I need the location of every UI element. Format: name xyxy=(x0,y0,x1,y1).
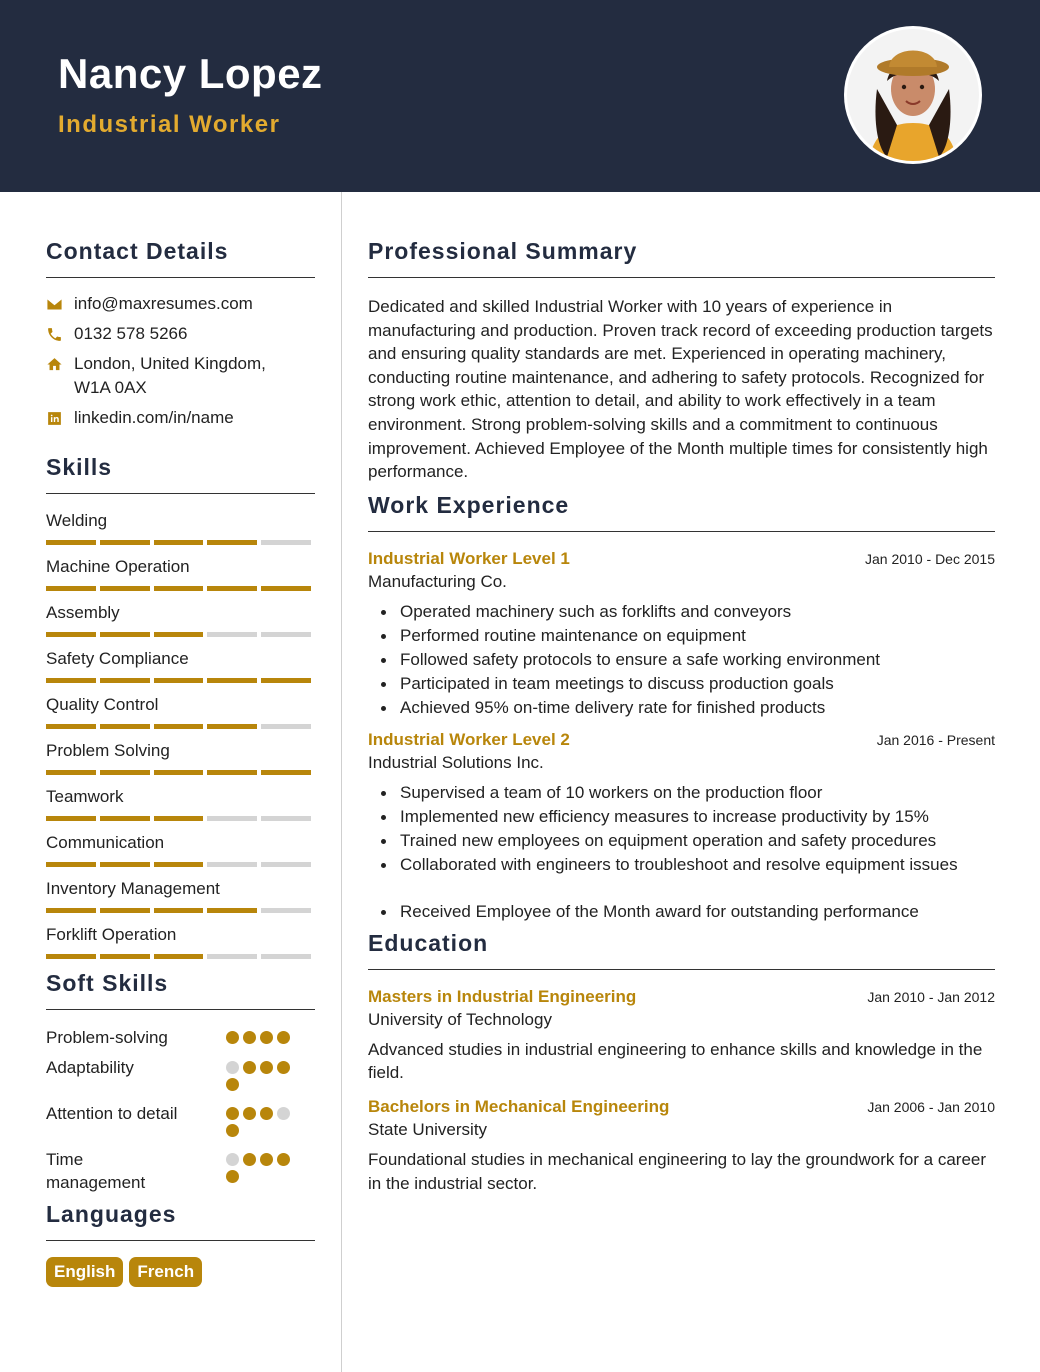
soft-skill-name: Attention to detail xyxy=(46,1104,178,1123)
education-list xyxy=(368,987,995,1195)
soft-skills-list xyxy=(46,1026,315,1194)
right-column xyxy=(368,192,995,1195)
rating-dot xyxy=(243,1107,256,1120)
skill-level-segment xyxy=(207,678,257,683)
job-header xyxy=(368,730,995,750)
skill-level-segment xyxy=(261,862,311,867)
education-header xyxy=(368,987,995,1007)
job-bullet: Trained new employees on equipment operation and safety procedures xyxy=(368,829,995,853)
skill-level-segment xyxy=(207,908,257,913)
skill-level-segment xyxy=(154,632,204,637)
job-bullet: Followed safety protocols to ensure a safe working environment xyxy=(368,648,995,672)
skill-level-segment xyxy=(100,540,150,545)
contact-title: Contact Details xyxy=(46,238,229,264)
skill-item xyxy=(46,510,315,545)
skill-level-bar xyxy=(46,816,315,821)
skill-level-segment xyxy=(261,586,311,591)
rating-dot xyxy=(260,1031,273,1044)
skill-name: Forklift Operation xyxy=(46,925,177,944)
skill-level-bar xyxy=(46,862,315,867)
contact-text[interactable]: linkedin.com/in/name xyxy=(74,408,234,427)
languages-section xyxy=(46,1201,315,1287)
contact-text: London, United Kingdom, W1A 0AX xyxy=(74,354,266,397)
skill-level-bar xyxy=(46,908,315,913)
education-degree: Masters in Industrial Engineering xyxy=(368,986,637,1006)
skill-level-segment xyxy=(46,540,96,545)
skill-level-segment xyxy=(207,862,257,867)
skill-level-segment xyxy=(100,770,150,775)
skill-level-bar xyxy=(46,770,315,775)
skill-level-segment xyxy=(46,816,96,821)
skill-level-segment xyxy=(46,678,96,683)
skill-item xyxy=(46,878,315,913)
skills-title: Skills xyxy=(46,454,113,480)
soft-skills-section xyxy=(46,970,315,1194)
skill-level-bar xyxy=(46,632,315,637)
soft-skill-rating xyxy=(226,1107,306,1141)
resume-header xyxy=(0,0,1040,192)
soft-skill-item xyxy=(46,1026,315,1049)
education-dates: Jan 2006 - Jan 2010 xyxy=(867,1098,995,1115)
skill-item xyxy=(46,694,315,729)
profile-photo xyxy=(844,26,982,164)
contact-item xyxy=(46,352,315,400)
job-bullet: Implemented new efficiency measures to increase productivity by 15% xyxy=(368,805,995,829)
experience-section xyxy=(368,492,995,924)
job-bullet: Received Employee of the Month award for outstanding performance xyxy=(368,900,995,924)
soft-skill-name: Problem-solving xyxy=(46,1028,168,1047)
section-rule xyxy=(46,277,315,278)
section-rule xyxy=(368,277,995,278)
rating-dot xyxy=(226,1153,239,1166)
skill-level-segment xyxy=(261,954,311,959)
rating-dot xyxy=(260,1153,273,1166)
skill-name: Assembly xyxy=(46,603,120,622)
skill-level-segment xyxy=(154,724,204,729)
rating-dot xyxy=(243,1153,256,1166)
skill-level-segment xyxy=(261,632,311,637)
jobs-list xyxy=(368,549,995,924)
skill-item xyxy=(46,602,315,637)
skill-level-segment xyxy=(261,908,311,913)
linkedin-icon xyxy=(46,406,74,430)
rating-dot xyxy=(277,1153,290,1166)
contact-item xyxy=(46,292,315,316)
section-rule xyxy=(368,969,995,970)
skill-item xyxy=(46,924,315,959)
education-description: Foundational studies in mechanical engineering to lay the groundwork for a career in the industrial sector. xyxy=(368,1149,987,1193)
skill-name: Machine Operation xyxy=(46,557,190,576)
job-dates: Jan 2010 - Dec 2015 xyxy=(865,550,995,567)
rating-dot xyxy=(226,1078,239,1091)
candidate-title: Industrial Worker xyxy=(58,111,281,138)
skill-level-bar xyxy=(46,954,315,959)
education-description: Advanced studies in industrial engineering to enhance skills and knowledge in the field. xyxy=(368,1039,983,1083)
education-degree: Bachelors in Mechanical Engineering xyxy=(368,1096,670,1116)
summary-text: Dedicated and skilled Industrial Worker with 10 years of experience in manufacturing and production. Proven track record of exceeding production targets and ensuring quality standards are met. Experienced in operating machinery, conducting routine maintenance, and adhering to safety protocols. Recognized for strong work ethic, attention to detail, and ability to work effectively in a team environment. Strong problem-solving skills and a commitment to continuous improvement. Achieved Employee of the Month multiple times for consistently high performance. xyxy=(368,297,993,482)
skill-level-bar xyxy=(46,678,315,683)
soft-skill-rating xyxy=(226,1061,306,1095)
skill-level-segment xyxy=(207,724,257,729)
job-role: Industrial Worker Level 2 xyxy=(368,729,570,749)
skill-level-segment xyxy=(46,632,96,637)
skill-item xyxy=(46,648,315,683)
job-company: Manufacturing Co. xyxy=(368,571,507,591)
education-section xyxy=(368,930,995,1195)
skill-name: Inventory Management xyxy=(46,879,220,898)
skill-name: Problem Solving xyxy=(46,741,170,760)
skill-item xyxy=(46,740,315,775)
skill-level-segment xyxy=(100,632,150,637)
skill-level-segment xyxy=(100,816,150,821)
skill-level-segment xyxy=(207,954,257,959)
skill-level-bar xyxy=(46,724,315,729)
language-badge: French xyxy=(129,1257,202,1287)
skill-level-segment xyxy=(46,862,96,867)
contact-list xyxy=(46,292,315,430)
skill-level-segment xyxy=(207,770,257,775)
education-title: Education xyxy=(368,929,489,956)
skill-level-segment xyxy=(46,724,96,729)
job-bullets xyxy=(368,781,995,924)
skill-level-bar xyxy=(46,540,315,545)
skill-level-segment xyxy=(154,540,204,545)
skill-level-segment xyxy=(100,908,150,913)
skill-level-segment xyxy=(261,816,311,821)
soft-skill-name: Adaptability xyxy=(46,1058,134,1077)
skill-name: Teamwork xyxy=(46,787,124,806)
skill-level-segment xyxy=(154,586,204,591)
skill-level-segment xyxy=(261,724,311,729)
contact-item xyxy=(46,406,315,430)
education-school: State University xyxy=(368,1119,488,1139)
soft-skill-item xyxy=(46,1102,315,1141)
skill-level-segment xyxy=(46,908,96,913)
skill-name: Welding xyxy=(46,511,108,530)
job-bullets xyxy=(368,600,995,720)
rating-dot xyxy=(260,1107,273,1120)
rating-dot xyxy=(226,1061,239,1074)
skill-level-segment xyxy=(46,586,96,591)
job-bullet: Collaborated with engineers to troubleshoot and resolve equipment issues xyxy=(368,853,995,877)
skill-level-bar xyxy=(46,586,315,591)
job-dates: Jan 2016 - Present xyxy=(876,731,995,748)
skill-name: Safety Compliance xyxy=(46,649,189,668)
profile-photo-image xyxy=(847,29,979,161)
skill-level-segment xyxy=(100,954,150,959)
section-rule xyxy=(46,1009,315,1010)
home-icon xyxy=(46,352,74,376)
skill-level-segment xyxy=(100,862,150,867)
skill-item xyxy=(46,556,315,591)
skill-level-segment xyxy=(100,678,150,683)
rating-dot xyxy=(260,1061,273,1074)
skill-item xyxy=(46,832,315,867)
envelope-icon xyxy=(46,292,74,316)
summary-section xyxy=(368,238,995,484)
rating-dot xyxy=(226,1107,239,1120)
job-bullet: Achieved 95% on-time delivery rate for finished products xyxy=(368,696,995,720)
education-header xyxy=(368,1097,995,1117)
job-bullet: Operated machinery such as forklifts and conveyors xyxy=(368,600,995,624)
skills-list xyxy=(46,510,315,959)
skill-level-segment xyxy=(100,586,150,591)
soft-skill-rating xyxy=(226,1153,306,1187)
skill-level-segment xyxy=(154,816,204,821)
section-rule xyxy=(46,493,315,494)
job-bullet: Participated in team meetings to discuss production goals xyxy=(368,672,995,696)
skill-level-segment xyxy=(261,540,311,545)
skills-section xyxy=(46,454,315,959)
soft-skill-item xyxy=(46,1056,315,1095)
job-bullet: Supervised a team of 10 workers on the production floor xyxy=(368,781,995,805)
contact-text[interactable]: info@maxresumes.com xyxy=(74,294,253,313)
skill-level-segment xyxy=(100,724,150,729)
rating-dot xyxy=(226,1031,239,1044)
rating-dot xyxy=(277,1031,290,1044)
job-entry xyxy=(368,730,995,924)
job-header xyxy=(368,549,995,569)
contact-section xyxy=(46,238,315,430)
job-bullet: Performed routine maintenance on equipment xyxy=(368,624,995,648)
soft-skills-title: Soft Skills xyxy=(46,970,169,996)
summary-title: Professional Summary xyxy=(368,238,638,264)
skill-level-segment xyxy=(46,770,96,775)
skill-level-segment xyxy=(154,954,204,959)
skill-level-segment xyxy=(207,540,257,545)
languages-title: Languages xyxy=(46,1201,177,1227)
education-entry xyxy=(368,1097,995,1195)
language-badge: English xyxy=(46,1257,123,1287)
section-rule xyxy=(46,1240,315,1241)
job-role: Industrial Worker Level 1 xyxy=(368,548,570,568)
education-school: University of Technology xyxy=(368,1009,552,1029)
contact-item xyxy=(46,322,315,346)
skill-name: Quality Control xyxy=(46,695,159,714)
soft-skill-name: Time management xyxy=(46,1150,146,1192)
left-column xyxy=(46,192,315,1287)
section-rule xyxy=(368,531,995,532)
experience-title: Work Experience xyxy=(368,491,570,518)
education-dates: Jan 2010 - Jan 2012 xyxy=(867,988,995,1005)
soft-skill-item xyxy=(46,1148,315,1194)
skill-level-segment xyxy=(207,586,257,591)
skill-level-segment xyxy=(46,954,96,959)
skill-level-segment xyxy=(261,770,311,775)
skill-level-segment xyxy=(154,770,204,775)
contact-text[interactable]: 0132 578 5266 xyxy=(74,324,188,343)
candidate-name: Nancy Lopez xyxy=(58,50,323,97)
skill-level-segment xyxy=(207,632,257,637)
skill-level-segment xyxy=(261,678,311,683)
phone-icon xyxy=(46,322,74,346)
rating-dot xyxy=(226,1170,239,1183)
skill-item xyxy=(46,786,315,821)
job-company: Industrial Solutions Inc. xyxy=(368,752,544,772)
skill-level-segment xyxy=(154,678,204,683)
rating-dot xyxy=(226,1124,239,1137)
soft-skill-rating xyxy=(226,1031,306,1048)
rating-dot xyxy=(243,1031,256,1044)
skill-name: Communication xyxy=(46,833,165,852)
skill-level-segment xyxy=(154,862,204,867)
column-divider xyxy=(341,192,342,1372)
skill-level-segment xyxy=(207,816,257,821)
skill-level-segment xyxy=(154,908,204,913)
rating-dot xyxy=(243,1061,256,1074)
rating-dot xyxy=(277,1061,290,1074)
job-entry xyxy=(368,549,995,720)
languages-list xyxy=(46,1257,315,1287)
education-entry xyxy=(368,987,995,1085)
rating-dot xyxy=(277,1107,290,1120)
